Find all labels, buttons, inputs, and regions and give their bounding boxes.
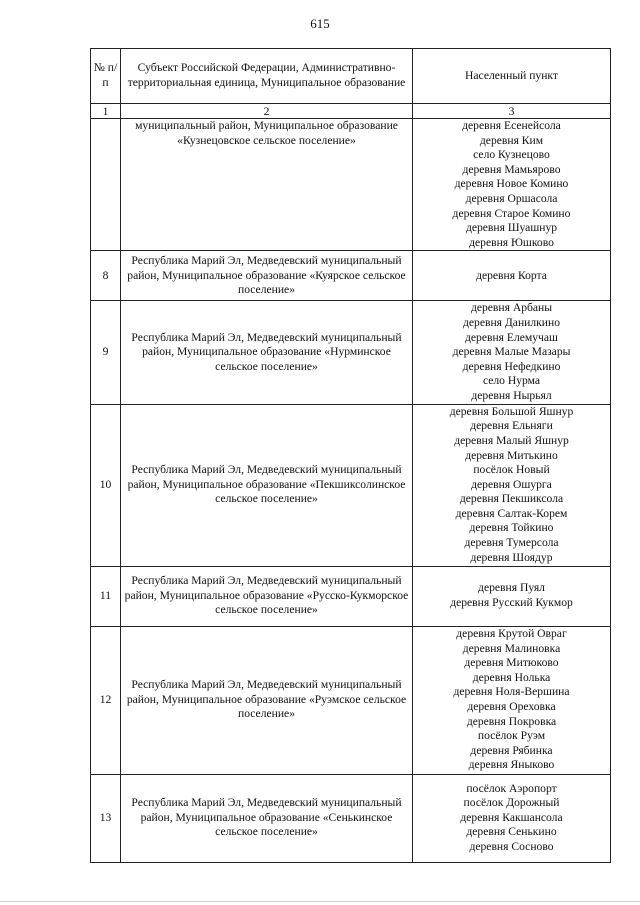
row-number: 10 (91, 404, 121, 566)
settlement-item: деревня Новое Комино (454, 177, 569, 191)
subject-cell: муниципальный район, Муниципальное образование «Кузнецовское сельское поселение» (121, 119, 413, 251)
row-number (91, 119, 121, 251)
settlement-item: деревня Малиновка (462, 641, 561, 655)
settlement-item: деревня Нефедкино (462, 359, 561, 373)
subject-cell: Республика Марий Эл, Медведевский муниципальный район, Муниципальное образование «Руэмское сельское поселение» (121, 626, 413, 774)
settlement-item: деревня Данилкино (463, 315, 560, 329)
settlement-item: деревня Нолька (472, 670, 551, 684)
settlement-item: деревня Корта (476, 268, 547, 282)
settlement-item: деревня Ошурга (471, 477, 552, 491)
table-row (91, 301, 611, 404)
row-number: 9 (91, 301, 121, 404)
settlements-cell (413, 566, 611, 626)
subject-cell: Республика Марий Эл, Медведевский муниципальный район, Муниципальное образование «Сенькинское сельское поселение» (121, 774, 413, 862)
settlement-item: село Кузнецово (473, 148, 550, 162)
settlement-item: деревня Русский Кукмор (450, 596, 573, 609)
settlements-table (90, 48, 611, 863)
settlement-item: деревня Пуял (478, 581, 545, 595)
settlement-item: деревня Юшково (469, 235, 554, 249)
settlement-item: деревня Ноля-Вершина (453, 685, 570, 699)
column-number: 1 (91, 104, 121, 119)
settlement-item: деревня Какшансола (460, 810, 563, 824)
settlement-item: посёлок Руэм (477, 729, 546, 743)
settlements-cell (413, 251, 611, 301)
settlement-item: деревня Ким (479, 133, 544, 147)
settlement-item: деревня Покровка (466, 714, 557, 728)
settlement-item: посёлок Новый (473, 463, 550, 477)
settlement-item: деревня Тумерсола (464, 536, 559, 550)
bottom-rule (0, 901, 640, 902)
settlement-item: деревня Малые Мазары (452, 345, 571, 359)
settlement-item: деревня Шоядур (470, 550, 553, 564)
header-num: № п/п (91, 49, 121, 104)
table-row (91, 404, 611, 566)
row-number: 8 (91, 251, 121, 301)
row-number: 11 (91, 566, 121, 626)
settlement-item: деревня Старое Комино (452, 206, 571, 220)
settlements-cell (413, 774, 611, 862)
row-number: 13 (91, 774, 121, 862)
settlement-item: деревня Тойкино (469, 521, 554, 535)
settlements-cell (413, 301, 611, 404)
column-number: 3 (413, 104, 611, 119)
page-number: 615 (310, 16, 330, 31)
settlement-item: деревня Пекшиксола (459, 492, 564, 506)
settlement-item: деревня Салтак-Корем (455, 506, 568, 520)
table-row (91, 119, 611, 251)
settlement-item: деревня Сенькино (466, 825, 557, 839)
settlement-item: деревня Елемучаш (465, 330, 558, 344)
settlement-item: деревня Рябинка (470, 743, 553, 757)
settlements-cell (413, 119, 611, 251)
table-row (91, 774, 611, 862)
settlement-item: деревня Митюково (464, 656, 559, 670)
settlement-item: деревня Крутой Овраг (456, 627, 567, 641)
settlement-item: деревня Есенейсола (462, 119, 561, 132)
row-number: 12 (91, 626, 121, 774)
table-row (91, 251, 611, 301)
settlement-item: деревня Митькино (465, 448, 558, 462)
settlement-item: деревня Яныково (468, 758, 555, 772)
subject-cell: Республика Марий Эл, Медведевский муниципальный район, Муниципальное образование «Нурминское сельское поселение» (121, 301, 413, 404)
settlement-item: деревня Шуашнур (465, 221, 558, 235)
settlement-item: деревня Ельняги (470, 419, 553, 433)
header-subject: Субъект Российской Федерации, Административно-территориальная единица, Муниципальное образование (121, 49, 413, 104)
settlement-item: деревня Ореховка (467, 700, 556, 713)
table-row (91, 626, 611, 774)
settlement-item: деревня Нырьял (471, 388, 552, 402)
subject-cell: Республика Марий Эл, Медведевский муниципальный район, Муниципальное образование «Куярское сельское поселение» (121, 251, 413, 301)
header-settlement: Населенный пункт (413, 49, 611, 104)
settlement-item: посёлок Аэропорт (466, 781, 557, 795)
settlement-item: деревня Сосново (469, 839, 554, 853)
settlement-item: деревня Большой Яшнур (449, 404, 574, 418)
settlement-item: деревня Оршасола (465, 191, 558, 205)
settlement-item: село Нурма (482, 374, 541, 388)
table-row (91, 566, 611, 626)
settlement-item: посёлок Дорожный (463, 796, 560, 810)
subject-cell: Республика Марий Эл, Медведевский муниципальный район, Муниципальное образование «Пекшиксолинское сельское поселение» (121, 404, 413, 566)
subject-cell: Республика Марий Эл, Медведевский муниципальный район, Муниципальное образование «Русско-Кукморское сельское поселение» (121, 566, 413, 626)
settlement-item: деревня Мамьярово (462, 162, 561, 176)
settlements-cell (413, 404, 611, 566)
column-number: 2 (121, 104, 413, 119)
column-number-row (91, 104, 611, 119)
settlements-cell (413, 626, 611, 774)
settlement-item: деревня Малый Яшнур (454, 433, 569, 447)
header-row (91, 49, 611, 104)
settlement-item: деревня Арбаны (470, 301, 553, 315)
